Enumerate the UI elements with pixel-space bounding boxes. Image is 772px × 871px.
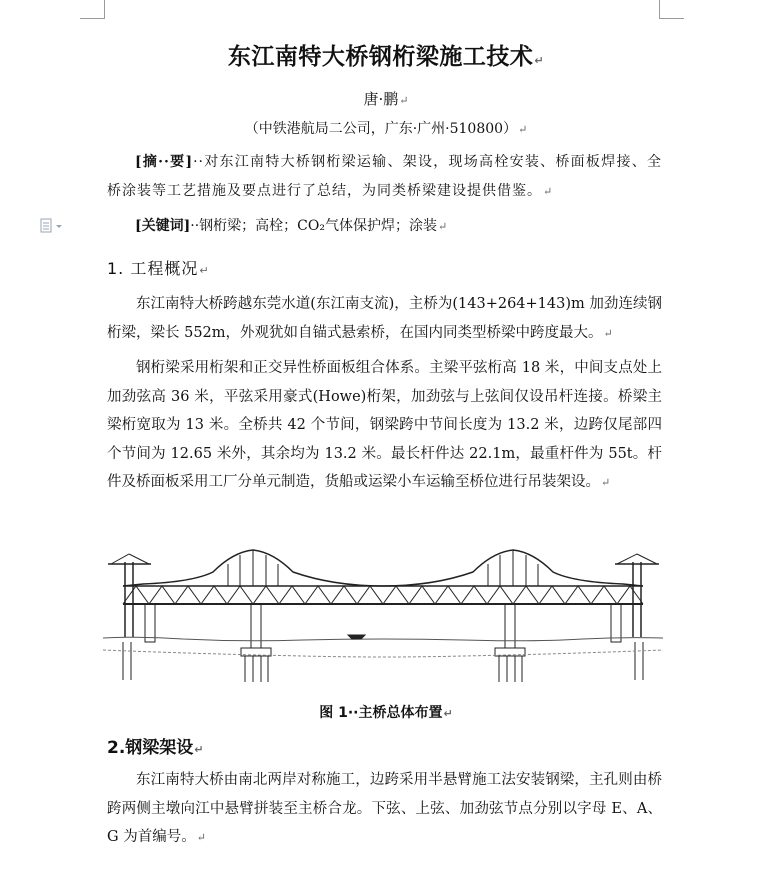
figure-caption bbox=[0, 702, 772, 722]
paragraph-mark: ↵ bbox=[199, 264, 210, 277]
section-1-heading-text: 1. 工程概况 bbox=[107, 259, 199, 278]
section-2-heading bbox=[107, 733, 204, 758]
crop-mark-top-left bbox=[80, 0, 105, 19]
abstract-text: ··对东江南特大桥钢桁梁运输、架设，现场高栓安装、桥面板焊接、全桥涂装等工艺措施及要点进行了总结，为同类桥梁建设提供借鉴。 bbox=[107, 154, 663, 199]
paragraph-mark: ↵ bbox=[399, 94, 409, 107]
paragraph-mark: ↵ bbox=[443, 707, 453, 720]
crop-mark-top-right bbox=[659, 0, 684, 19]
paragraph-mark: ↵ bbox=[518, 123, 528, 136]
paragraph-mark: ↵ bbox=[543, 184, 554, 198]
paragraph-mark: ↵ bbox=[196, 831, 206, 844]
keywords-paragraph bbox=[107, 212, 662, 242]
section-2-heading-text: 2.钢梁架设 bbox=[107, 738, 194, 758]
title-text: 东江南特大桥钢桁梁施工技术 bbox=[227, 44, 534, 70]
section-1-paragraph-1 bbox=[107, 290, 662, 348]
abstract-label: [摘··要] bbox=[135, 154, 194, 170]
affiliation-line bbox=[0, 118, 772, 138]
author-name: 唐·鹏 bbox=[363, 90, 399, 108]
paragraph-mark: ↵ bbox=[603, 326, 613, 340]
section-1-paragraph-2 bbox=[107, 354, 662, 498]
document-options-icon[interactable] bbox=[40, 218, 66, 234]
bridge-elevation-figure bbox=[103, 542, 663, 687]
section-2-paragraph-1 bbox=[107, 766, 662, 853]
figure-caption-text: 图 1··主桥总体布置 bbox=[319, 705, 443, 721]
section-2-paragraph-1-text: 东江南特大桥由南北两岸对称施工，边跨采用半悬臂施工法安装钢梁，主孔则由桥跨两侧主墩向江中悬臂拼装至主桥合龙。下弦、上弦、加劲弦节点分别以字母 E、A、G 为首编号。 bbox=[107, 772, 662, 845]
paragraph-mark: ↵ bbox=[437, 220, 448, 233]
paragraph-mark: ↵ bbox=[194, 743, 204, 756]
abstract-paragraph bbox=[107, 148, 662, 206]
section-1-heading bbox=[107, 256, 210, 279]
author-line bbox=[0, 88, 772, 109]
affiliation-text: （中铁港航局二公司，广东·广州·510800） bbox=[244, 121, 518, 137]
section-1-paragraph-1-text: 东江南特大桥跨越东莞水道(东江南支流)，主桥为(143+264+143)m 加劲连续钢桁梁，梁长 552m，外观犹如自锚式悬索桥，在国内同类型桥梁中跨度最大。 bbox=[107, 296, 662, 341]
keywords-text: ··钢桁梁；高栓；CO₂气体保护焊；涂装 bbox=[190, 218, 437, 234]
paragraph-mark: ↵ bbox=[534, 54, 545, 67]
keywords-label: [关键词] bbox=[135, 218, 191, 234]
paragraph-mark: ↵ bbox=[601, 476, 611, 489]
section-1-paragraph-2-text: 钢桁梁采用桁架和正交异性桥面板组合体系。主梁平弦桁高 18 米，中间支点处上加劲弦高 36 米，平弦采用豪式(Howe)桁架，加劲弦与上弦间仅设吊杆连接。桥梁主梁桁宽取为 13 米。全桥共 42 个节间，钢梁跨中节间长度为 13.2 米，边跨仅尾部四个节间为 12.65 米外，其余均为 13.2 米。最长杆件达 22.1m，最重杆件为 55t。杆件及桥面板采用工厂分单元制造，货船或运梁小车运输至桥位进行吊装架设。 bbox=[107, 360, 662, 490]
document-title bbox=[0, 38, 772, 71]
